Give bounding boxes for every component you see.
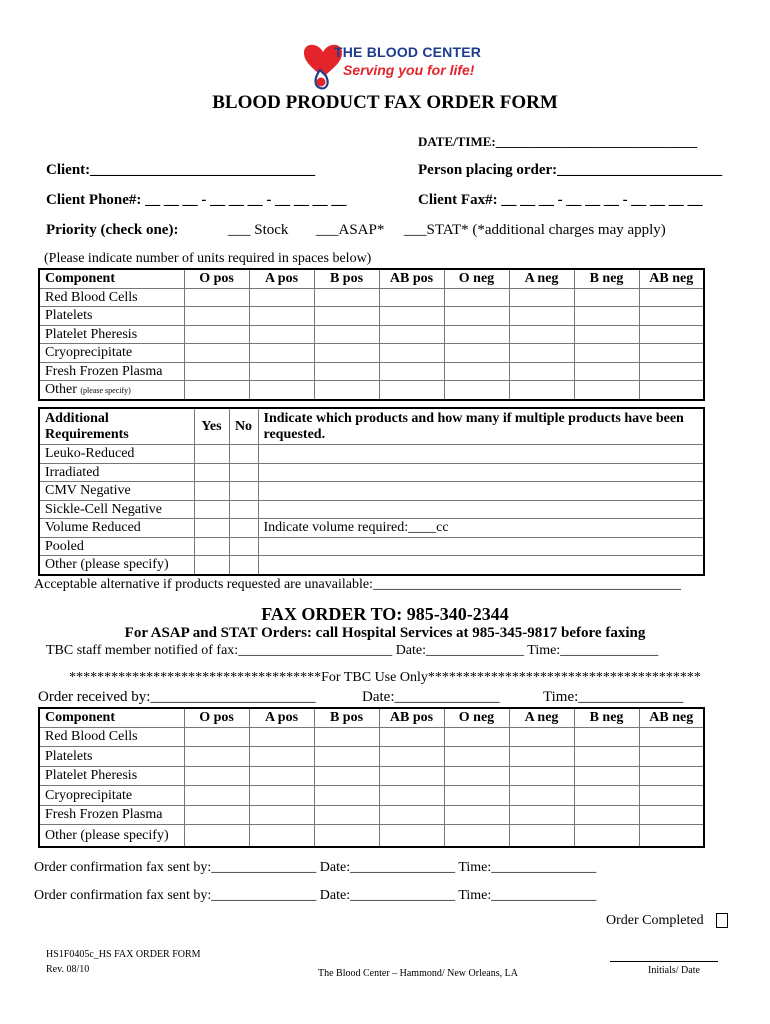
column-header: B pos [314,708,379,727]
unit-cell[interactable] [639,825,704,847]
unit-cell[interactable] [574,288,639,307]
unit-cell[interactable] [509,344,574,363]
unit-cell[interactable] [639,307,704,326]
unit-cell[interactable] [249,325,314,344]
unit-cell[interactable] [444,747,509,767]
unit-cell[interactable] [639,786,704,806]
unit-cell[interactable] [639,288,704,307]
unit-cell[interactable] [379,825,444,847]
row-label: Other (please specify) [39,825,184,847]
unit-cell[interactable] [444,786,509,806]
notes-cell[interactable] [258,500,704,519]
unit-cell[interactable] [379,288,444,307]
column-header: O neg [444,269,509,288]
column-header: Component [39,708,184,727]
row-label: Sickle-Cell Negative [39,500,194,519]
order-received-date-field[interactable]: Date:______________ [362,689,500,705]
row-label: Volume Reduced [39,519,194,538]
table-row [39,344,704,363]
table-row [39,556,704,575]
row-label: Platelets [39,307,184,326]
unit-cell[interactable] [639,381,704,401]
unit-cell[interactable] [249,825,314,847]
logo [300,40,480,90]
unit-cell[interactable] [249,362,314,381]
yes-cell[interactable] [194,556,229,575]
table-header-row [39,269,704,288]
no-cell[interactable] [229,537,258,556]
requirements-table [38,407,705,576]
unit-cell[interactable] [249,786,314,806]
unit-cell[interactable] [509,825,574,847]
no-cell[interactable] [229,519,258,538]
unit-cell[interactable] [574,766,639,786]
unit-cell[interactable] [184,727,249,747]
unit-cell[interactable] [184,825,249,847]
row-label: Cryoprecipitate [39,344,184,363]
unit-cell[interactable] [379,805,444,825]
unit-cell[interactable] [639,747,704,767]
table-row [39,727,704,747]
notes-cell[interactable] [258,463,704,482]
person-placing-order-field[interactable]: Person placing order:______________________ [418,162,723,178]
row-label-other [39,381,184,401]
no-cell[interactable] [229,445,258,464]
row-label: Irradiated [39,463,194,482]
order-table [38,268,705,401]
unit-cell[interactable] [379,786,444,806]
yes-cell[interactable] [194,519,229,538]
asap-stat-instructions: For ASAP and STAT Orders: call Hospital Services at 985-345-9817 before faxing [124,625,646,641]
tbc-use-only-banner: ************************************For TBC Use Only*************************************** [69,670,701,685]
unit-cell[interactable] [574,381,639,401]
priority-stat-option[interactable]: ___STAT* (*additional charges may apply) [404,222,666,238]
unit-cell[interactable] [379,325,444,344]
unit-cell[interactable] [574,325,639,344]
requirements-header: Additional Requirements [39,408,194,445]
unit-cell[interactable] [379,727,444,747]
unit-cell[interactable] [444,344,509,363]
units-note: (Please indicate number of units required in spaces below) [44,251,372,266]
unit-cell[interactable] [639,362,704,381]
unit-cell[interactable] [444,325,509,344]
unit-cell[interactable] [184,344,249,363]
unit-cell[interactable] [379,747,444,767]
column-header: B neg [574,269,639,288]
no-cell[interactable] [229,556,258,575]
row-label: Other (please specify) [39,556,194,575]
client-field[interactable]: Client:______________________________ [46,162,316,178]
unit-cell[interactable] [249,288,314,307]
unit-cell[interactable] [574,344,639,363]
column-header: O pos [184,708,249,727]
unit-cell[interactable] [249,381,314,401]
table-row [39,381,704,401]
yes-cell[interactable] [194,445,229,464]
unit-cell[interactable] [509,381,574,401]
table-row [39,325,704,344]
notes-cell[interactable] [258,445,704,464]
no-cell[interactable] [229,482,258,501]
column-header: O neg [444,708,509,727]
row-label: Leuko-Reduced [39,445,194,464]
unit-cell[interactable] [509,307,574,326]
other-note: (please specify) [80,386,131,395]
table-header-row [39,408,704,445]
unit-cell[interactable] [249,805,314,825]
priority-label: Priority (check one): [46,222,179,238]
column-header: O pos [184,269,249,288]
unit-cell[interactable] [249,307,314,326]
notes-cell[interactable] [258,482,704,501]
column-header: A pos [249,269,314,288]
unit-cell[interactable] [314,766,379,786]
unit-cell[interactable] [184,288,249,307]
unit-cell[interactable] [314,825,379,847]
form-code: HS1F0405c_HS FAX ORDER FORM [46,949,201,960]
column-header: A neg [509,708,574,727]
unit-cell[interactable] [444,727,509,747]
volume-required-field[interactable]: Indicate volume required:____cc [258,519,704,538]
table-row [39,805,704,825]
column-header: AB pos [379,269,444,288]
row-label: Cryoprecipitate [39,786,184,806]
row-label: Fresh Frozen Plasma [39,362,184,381]
unit-cell[interactable] [509,362,574,381]
revision: Rev. 08/10 [46,964,90,975]
staff-notified-field[interactable]: TBC staff member notified of fax:______________________ Date:______________ Time:______________ [46,643,659,658]
unit-cell[interactable] [379,344,444,363]
unit-cell[interactable] [184,805,249,825]
page-title: BLOOD PRODUCT FAX ORDER FORM [212,92,558,113]
order-completed-checkbox[interactable] [716,913,728,928]
unit-cell[interactable] [379,362,444,381]
unit-cell[interactable] [574,805,639,825]
unit-cell[interactable] [184,747,249,767]
unit-cell[interactable] [444,362,509,381]
unit-cell[interactable] [574,747,639,767]
unit-cell[interactable] [444,288,509,307]
unit-cell[interactable] [444,381,509,401]
unit-cell[interactable] [184,381,249,401]
row-label: Red Blood Cells [39,727,184,747]
unit-cell[interactable] [184,786,249,806]
acceptable-alternative-field[interactable]: Acceptable alternative if products requested are unavailable:____________________________________________ [34,577,681,592]
table-row [39,825,704,847]
unit-cell[interactable] [444,825,509,847]
row-label: Platelet Pheresis [39,325,184,344]
unit-cell[interactable] [574,727,639,747]
order-received-time-field[interactable]: Time:______________ [543,689,684,705]
unit-cell[interactable] [639,766,704,786]
column-header: B neg [574,708,639,727]
priority-stock-option[interactable]: ___ Stock [228,222,289,238]
unit-cell[interactable] [379,381,444,401]
unit-cell[interactable] [314,786,379,806]
row-label: Red Blood Cells [39,288,184,307]
table-row [39,766,704,786]
yes-header: Yes [194,408,229,445]
column-header: AB neg [639,708,704,727]
unit-cell[interactable] [509,805,574,825]
column-header: AB neg [639,269,704,288]
table-row [39,537,704,556]
unit-cell[interactable] [444,766,509,786]
footer-center: The Blood Center – Hammond/ New Orleans, LA [318,968,518,979]
client-phone-field[interactable]: Client Phone#: __ __ __ - __ __ __ - __ __ __ __ [46,192,347,208]
tbc-table [38,707,705,848]
row-label: Fresh Frozen Plasma [39,805,184,825]
other-label: Other [45,382,77,397]
logo-name: THE BLOOD CENTER [334,44,482,60]
logo-tagline: Serving you for life! [343,62,475,78]
column-header: A neg [509,269,574,288]
unit-cell[interactable] [184,766,249,786]
table-row [39,445,704,464]
table-row [39,519,704,538]
unit-cell[interactable] [314,727,379,747]
no-header: No [229,408,258,445]
notes-cell[interactable] [258,556,704,575]
unit-cell[interactable] [249,727,314,747]
order-received-by-field[interactable]: Order received by:______________________ [38,689,316,705]
unit-cell[interactable] [574,825,639,847]
unit-cell[interactable] [509,288,574,307]
unit-cell[interactable] [444,805,509,825]
unit-cell[interactable] [184,307,249,326]
indicate-header: Indicate which products and how many if multiple products have been requested. [258,408,704,445]
unit-cell[interactable] [184,362,249,381]
confirmation-fax-field-2[interactable]: Order confirmation fax sent by:_______________ Date:_______________ Time:_______________ [34,888,597,903]
unit-cell[interactable] [314,381,379,401]
row-label: CMV Negative [39,482,194,501]
table-row [39,500,704,519]
unit-cell[interactable] [574,307,639,326]
date-time-field[interactable]: DATE/TIME:_______________________________ [418,134,698,149]
unit-cell[interactable] [509,766,574,786]
table-row [39,463,704,482]
row-label: Pooled [39,537,194,556]
fax-order-to: FAX ORDER TO: 985-340-2344 [261,604,509,624]
table-row [39,747,704,767]
no-cell[interactable] [229,500,258,519]
unit-cell[interactable] [509,786,574,806]
unit-cell[interactable] [314,747,379,767]
notes-cell[interactable] [258,537,704,556]
column-header: B pos [314,269,379,288]
no-cell[interactable] [229,463,258,482]
column-header: A pos [249,708,314,727]
table-header-row [39,708,704,727]
unit-cell[interactable] [639,727,704,747]
table-row [39,362,704,381]
unit-cell[interactable] [184,325,249,344]
unit-cell[interactable] [314,288,379,307]
yes-cell[interactable] [194,537,229,556]
unit-cell[interactable] [444,307,509,326]
unit-cell[interactable] [509,727,574,747]
unit-cell[interactable] [574,362,639,381]
row-label: Platelets [39,747,184,767]
unit-cell[interactable] [509,747,574,767]
unit-cell[interactable] [314,307,379,326]
unit-cell[interactable] [574,786,639,806]
unit-cell[interactable] [314,362,379,381]
table-row [39,307,704,326]
unit-cell[interactable] [639,325,704,344]
yes-cell[interactable] [194,500,229,519]
priority-asap-option[interactable]: ___ASAP* [316,222,385,238]
client-fax-field[interactable]: Client Fax#: __ __ __ - __ __ __ - __ __ __ __ [418,192,703,208]
order-completed-label: Order Completed [606,913,704,928]
unit-cell[interactable] [249,747,314,767]
table-row [39,482,704,501]
unit-cell[interactable] [379,307,444,326]
unit-cell[interactable] [314,344,379,363]
column-header: Component [39,269,184,288]
unit-cell[interactable] [379,766,444,786]
row-label: Platelet Pheresis [39,766,184,786]
initials-date-label: Initials/ Date [648,965,700,976]
unit-cell[interactable] [314,325,379,344]
unit-cell[interactable] [509,325,574,344]
unit-cell[interactable] [249,344,314,363]
confirmation-fax-field-1[interactable]: Order confirmation fax sent by:_______________ Date:_______________ Time:_______________ [34,860,597,875]
initials-line[interactable] [610,961,718,962]
table-row [39,786,704,806]
unit-cell[interactable] [314,805,379,825]
unit-cell[interactable] [249,766,314,786]
column-header: AB pos [379,708,444,727]
yes-cell[interactable] [194,463,229,482]
yes-cell[interactable] [194,482,229,501]
unit-cell[interactable] [639,344,704,363]
table-row [39,288,704,307]
unit-cell[interactable] [639,805,704,825]
